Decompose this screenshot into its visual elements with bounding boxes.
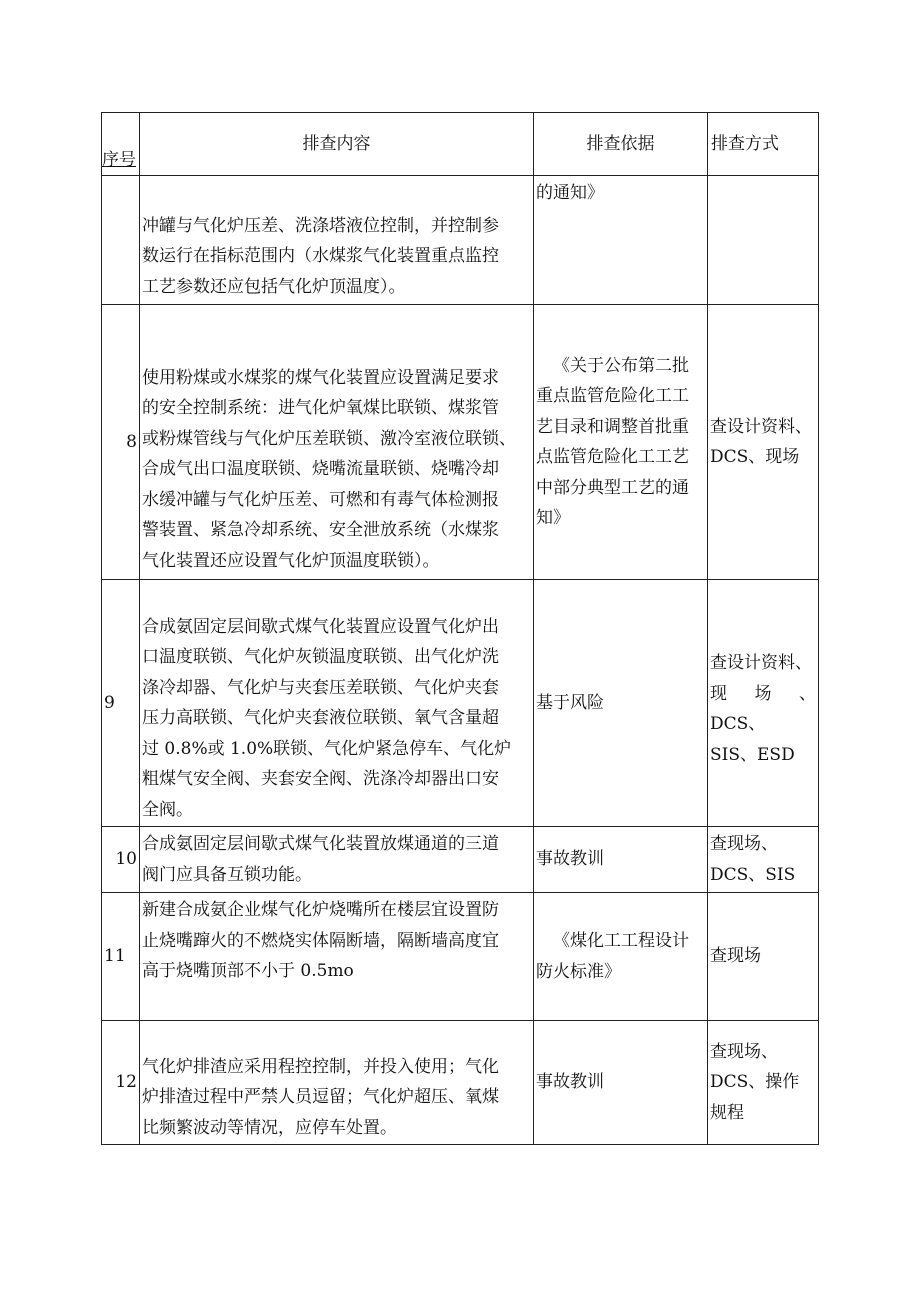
header-content: 排查内容 bbox=[140, 113, 534, 176]
row-content: 新建合成氨企业煤气化炉烧嘴所在楼层宜设置防 止烧嘴蹿火的不燃烧实体隔断墙，隔断墙高度宜 高于烧嘴顶部不小于 0.5mo bbox=[140, 893, 534, 1021]
row-basis: 事故教训 bbox=[534, 1021, 708, 1145]
row-method: 查设计资料、 现场、DCS、 SIS、ESD bbox=[708, 580, 819, 827]
row-method: 查现场、 DCS、操作 规程 bbox=[708, 1021, 819, 1145]
row-basis: 基于风险 bbox=[534, 580, 708, 827]
row-basis: 的通知》 bbox=[534, 176, 708, 305]
table-row bbox=[102, 1021, 819, 1145]
header-basis: 排查依据 bbox=[534, 113, 708, 176]
row-method bbox=[708, 176, 819, 305]
table-header-row bbox=[102, 113, 819, 176]
table-row bbox=[102, 893, 819, 1021]
row-basis: 《煤化工工程设计 防火标准》 bbox=[534, 893, 708, 1021]
row-method: 查现场、 DCS、SIS bbox=[708, 827, 819, 893]
row-content: 合成氨固定层间歇式煤气化装置应设置气化炉出 口温度联锁、气化炉灰锁温度联锁、出气化炉洗 涤冷却器、气化炉与夹套压差联锁、气化炉夹套 压力高联锁、气化炉夹套液位联锁、氧气含量超 过 0.8%或 1.0%联锁、气化炉紧急停车、气化炉 粗煤气安全阀、夹套安全阀、洗涤冷却器出口安 全阀。 bbox=[140, 580, 534, 827]
row-method: 查设计资料、 DCS、现场 bbox=[708, 305, 819, 580]
table-row bbox=[102, 305, 819, 580]
table-row bbox=[102, 176, 819, 305]
row-index: 9 bbox=[102, 580, 140, 827]
table-row bbox=[102, 827, 819, 893]
row-content: 冲罐与气化炉压差、洗涤塔液位控制，并控制参 数运行在指标范围内（水煤浆气化装置重点监控 工艺参数还应包括气化炉顶温度）。 bbox=[140, 176, 534, 305]
row-index: 11 bbox=[102, 893, 140, 1021]
row-index: 8 bbox=[102, 305, 140, 580]
inspection-table bbox=[101, 112, 819, 1145]
row-basis: 事故教训 bbox=[534, 827, 708, 893]
row-content: 使用粉煤或水煤浆的煤气化装置应设置满足要求 的安全控制系统：进气化炉氧煤比联锁、煤浆管 或粉煤管线与气化炉压差联锁、激冷室液位联锁、 合成气出口温度联锁、烧嘴流量联锁、烧嘴冷却 水缓冲罐与气化炉压差、可燃和有毒气体检测报 警装置、紧急冷却系统、安全泄放系统（水煤浆 气化装置还应设置气化炉顶温度联锁）。 bbox=[140, 305, 534, 580]
row-method: 查现场 bbox=[708, 893, 819, 1021]
header-index: 序号 bbox=[102, 113, 140, 176]
table-row bbox=[102, 580, 819, 827]
row-index: 12 bbox=[102, 1021, 140, 1145]
row-index bbox=[102, 176, 140, 305]
row-content: 合成氨固定层间歇式煤气化装置放煤通道的三道 阀门应具备互锁功能。 bbox=[140, 827, 534, 893]
row-content: 气化炉排渣应采用程控控制，并投入使用；气化 炉排渣过程中严禁人员逗留；气化炉超压、氧煤 比频繁波动等情况，应停车处置。 bbox=[140, 1021, 534, 1145]
row-basis: 《关于公布第二批 重点监管危险化工工 艺目录和调整首批重 点监管危险化工工艺 中部分典型工艺的通 知》 bbox=[534, 305, 708, 580]
row-index: 10 bbox=[102, 827, 140, 893]
header-method: 排查方式 bbox=[708, 113, 819, 176]
